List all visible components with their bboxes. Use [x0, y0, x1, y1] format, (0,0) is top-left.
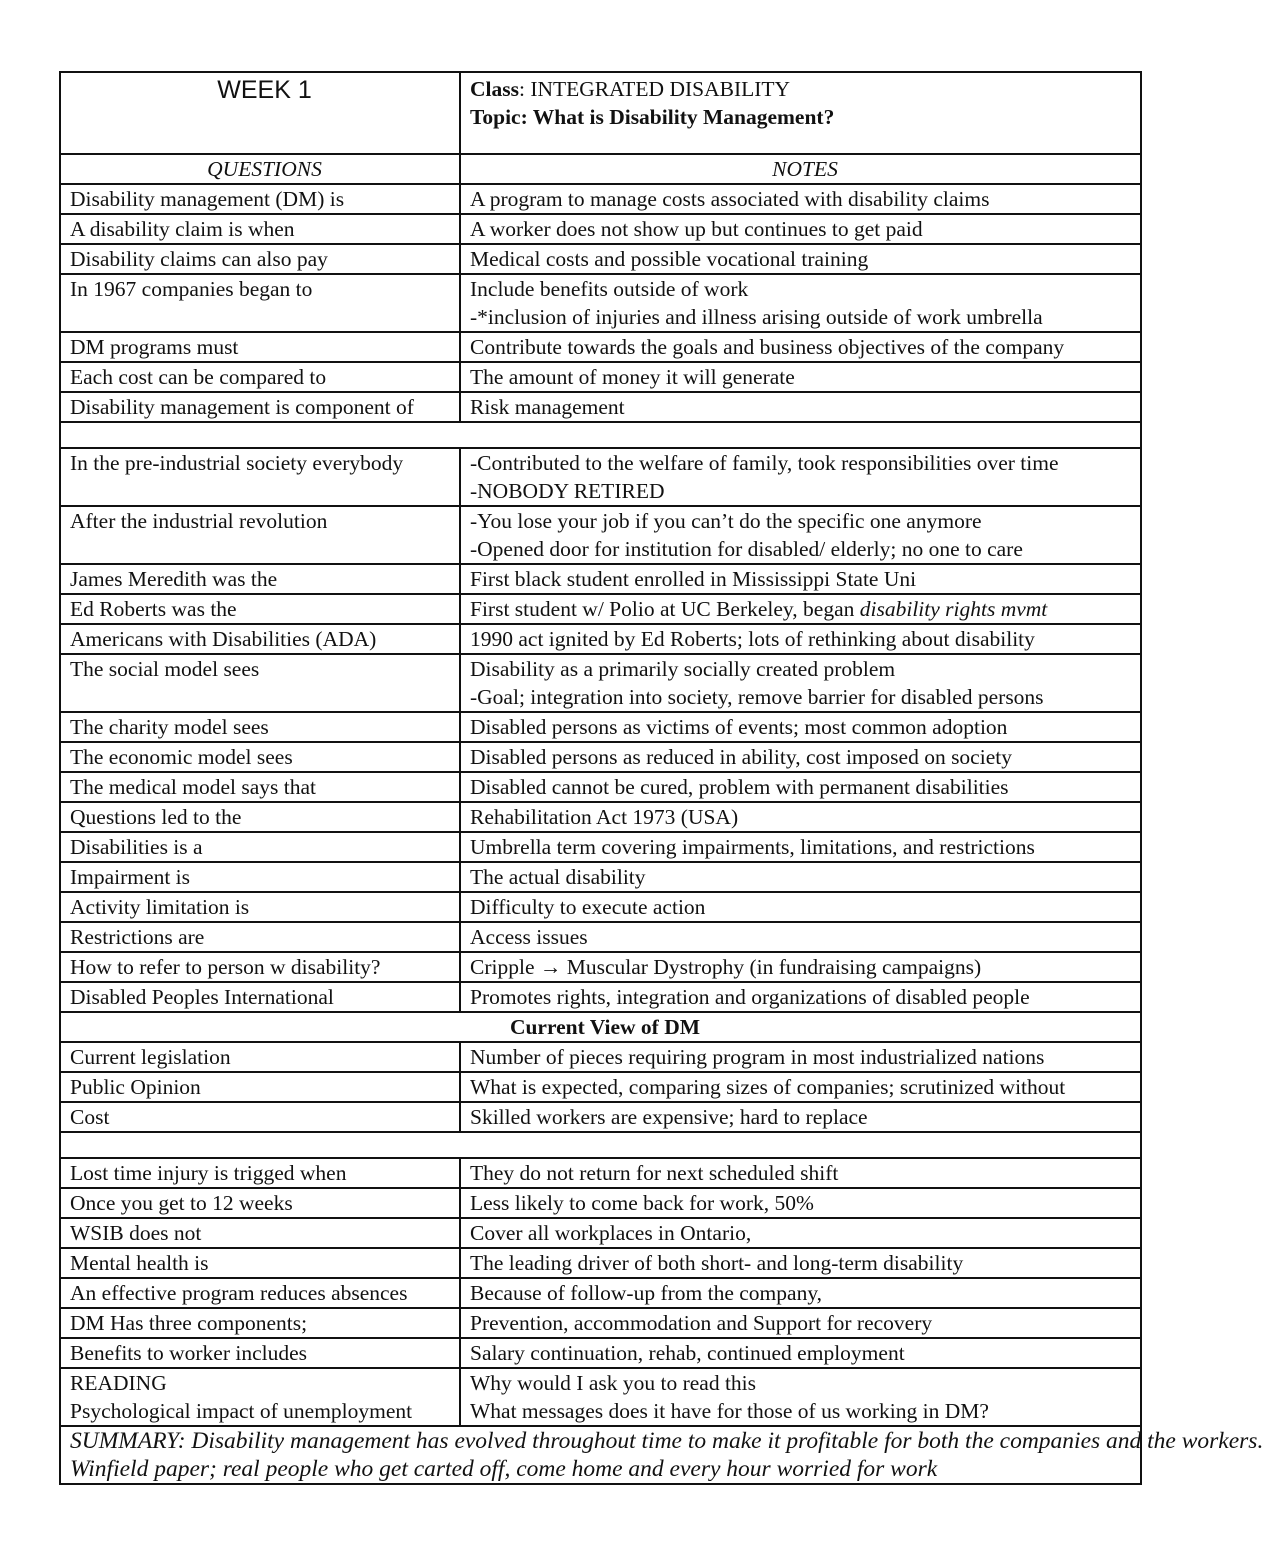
notes-line: Contribute towards the goals and business objectives of the company: [470, 335, 1065, 359]
notes-cell: [460, 594, 1141, 624]
question-cell: [60, 654, 460, 712]
question-line: Disability management is component of: [70, 395, 414, 419]
question-cell: [60, 1158, 460, 1188]
notes-line: The actual disability: [470, 865, 646, 889]
notes-cell: [460, 1158, 1141, 1188]
summary-row: [60, 1426, 1141, 1484]
table-row: [60, 1308, 1141, 1338]
rows-group-e: [60, 1158, 1141, 1426]
notes-line: What messages does it have for those of us working in DM?: [470, 1399, 989, 1423]
table-row: [60, 274, 1141, 332]
table-row: [60, 594, 1141, 624]
notes-cell: [460, 1218, 1141, 1248]
notes-line: Disabled persons as victims of events; most common adoption: [470, 715, 1008, 739]
question-cell: [60, 952, 460, 982]
notes-cell: [460, 922, 1141, 952]
table-row: [60, 862, 1141, 892]
notes-line: Why would I ask you to read this: [470, 1371, 757, 1395]
notes-line: What is expected, comparing sizes of companies; scrutinized without: [470, 1075, 1066, 1099]
class-value: : INTEGRATED DISABILITY: [518, 77, 791, 101]
class-label: Class: [470, 77, 519, 101]
rows-group-d: [60, 1042, 1141, 1132]
blank-row: [60, 1132, 1141, 1158]
summary-cell: [60, 1426, 1263, 1484]
notes-cell: [460, 1248, 1141, 1278]
table-row: [60, 1368, 1141, 1426]
table-row: [60, 1158, 1141, 1188]
notes-cell: [460, 392, 1141, 422]
notes-cell: [460, 1102, 1141, 1132]
question-cell: [60, 564, 460, 594]
table-row: [60, 184, 1141, 214]
table-row: [60, 214, 1141, 244]
notes-line: Medical costs and possible vocational training: [470, 247, 869, 271]
notes-line: Less likely to come back for work, 50%: [470, 1191, 814, 1215]
notes-line: -NOBODY RETIRED: [470, 479, 665, 503]
question-line: Disability management (DM) is: [70, 187, 345, 211]
notes-header: NOTES: [460, 154, 1141, 184]
question-line: Benefits to worker includes: [70, 1341, 308, 1365]
question-line: James Meredith was the: [70, 567, 278, 591]
question-line: After the industrial revolution: [70, 509, 328, 533]
question-line: Questions led to the: [70, 805, 242, 829]
notes-cell: [460, 892, 1141, 922]
table-row: [60, 832, 1141, 862]
table-row: [60, 564, 1141, 594]
question-line: How to refer to person w disability?: [70, 955, 381, 979]
table-row: [60, 332, 1141, 362]
question-cell: [60, 624, 460, 654]
notes-line: Include benefits outside of work: [470, 277, 749, 301]
table-row: [60, 448, 1141, 506]
notes-line: Number of pieces requiring program in most industrialized nations: [470, 1045, 1045, 1069]
notes-line: Access issues: [470, 925, 588, 949]
question-cell: Ed Roberts was the: [60, 594, 460, 624]
column-header-row: [60, 154, 1141, 184]
table-row: [60, 982, 1141, 1012]
notes-cell: [460, 712, 1141, 742]
notes-cell: [460, 1188, 1141, 1218]
question-cell: [60, 802, 460, 832]
question-line: Mental health is: [70, 1251, 209, 1275]
summary-text: SUMMARY: Disability management has evolved throughout time to make it profitable for both the companies and the workers.: [70, 1428, 1263, 1454]
table-row: [60, 1278, 1141, 1308]
notes-text: First student w/ Polio at UC Berkeley, began: [470, 597, 860, 621]
notes-line: Rehabilitation Act 1973 (USA): [470, 805, 739, 829]
table-row: [60, 1338, 1141, 1368]
header-row: [60, 72, 1141, 154]
question-line: Public Opinion: [70, 1075, 201, 1099]
question-line: DM Has three components;: [70, 1311, 308, 1335]
notes-cell: [460, 1042, 1141, 1072]
question-line: The charity model sees: [70, 715, 269, 739]
question-line: Impairment is: [70, 865, 191, 889]
notes-cell: [460, 448, 1141, 506]
question-line: Activity limitation is: [70, 895, 250, 919]
table-row: [60, 922, 1141, 952]
table-row: [60, 392, 1141, 422]
class-line: [470, 75, 1140, 103]
notes-line: Risk management: [470, 395, 625, 419]
question-line: An effective program reduces absences: [70, 1281, 408, 1305]
question-line: Each cost can be compared to: [70, 365, 327, 389]
question-cell: [60, 1368, 460, 1426]
table-row: [60, 1072, 1141, 1102]
notes-line: 1990 act ignited by Ed Roberts; lots of rethinking about disability: [470, 627, 1035, 651]
notes-line: -Goal; integration into society, remove barrier for disabled persons: [470, 685, 1044, 709]
notes-cell: [460, 1072, 1141, 1102]
question-cell: [60, 1308, 460, 1338]
notes-cell: [460, 1308, 1141, 1338]
notes-italic-text: disability rights mvmt: [859, 597, 1048, 621]
question-line: WSIB does not: [70, 1221, 202, 1245]
table-row: [60, 1248, 1141, 1278]
notes-line: Prevention, accommodation and Support for recovery: [470, 1311, 933, 1335]
question-cell: [60, 1102, 460, 1132]
notes-line: Cripple → Muscular Dystrophy (in fundraising campaigns): [470, 955, 982, 979]
notes-line: Disabled persons as reduced in ability, cost imposed on society: [470, 745, 1012, 769]
question-cell: [60, 1218, 460, 1248]
notes-line: Cover all workplaces in Ontario,: [470, 1221, 752, 1245]
notes-cell: [460, 952, 1141, 982]
notes-line: Umbrella term covering impairments, limitations, and restrictions: [470, 835, 1035, 859]
question-cell: [60, 506, 460, 564]
notes-line: -You lose your job if you can’t do the specific one anymore: [470, 509, 982, 533]
question-line: Americans with Disabilities (ADA): [70, 627, 377, 651]
question-cell: [60, 392, 460, 422]
notes-line: They do not return for next scheduled shift: [470, 1161, 839, 1185]
notes-cell: [460, 1278, 1141, 1308]
questions-header: QUESTIONS: [60, 154, 460, 184]
question-cell: [60, 892, 460, 922]
notes-line: Disability as a primarily socially created problem: [470, 657, 896, 681]
rows-group-b: [60, 448, 1141, 594]
table-row: [60, 1042, 1141, 1072]
notes-line: Skilled workers are expensive; hard to replace: [470, 1105, 868, 1129]
table-row: [60, 244, 1141, 274]
question-cell: [60, 742, 460, 772]
question-cell: [60, 982, 460, 1012]
question-line: Cost: [70, 1105, 110, 1129]
table-row: [60, 772, 1141, 802]
section-row: [60, 1012, 1141, 1042]
question-line: Lost time injury is trigged when: [70, 1161, 347, 1185]
question-line: In 1967 companies began to: [70, 277, 313, 301]
notes-line: -*inclusion of injuries and illness arising outside of work umbrella: [470, 305, 1043, 329]
question-line: Once you get to 12 weeks: [70, 1191, 293, 1215]
summary-winfield-text: Winfield paper; real people who get carted off, come home and every hour worried for work: [70, 1456, 938, 1482]
notes-line: -Contributed to the welfare of family, took responsibilities over time: [470, 451, 1059, 475]
notes-line: The leading driver of both short- and long-term disability: [470, 1251, 964, 1275]
question-cell: [60, 214, 460, 244]
notes-cell: [460, 214, 1141, 244]
table-row: [60, 742, 1141, 772]
blank-cell: [60, 1132, 1141, 1158]
question-cell: [60, 184, 460, 214]
table-row: [60, 712, 1141, 742]
question-line: Disabilities is a: [70, 835, 203, 859]
question-cell: [60, 448, 460, 506]
table-row: [60, 1188, 1141, 1218]
notes-cell: [460, 244, 1141, 274]
table-row: [60, 624, 1141, 654]
notes-line: Salary continuation, rehab, continued employment: [470, 1341, 905, 1365]
question-line: The medical model says that: [70, 775, 316, 799]
question-cell: [60, 332, 460, 362]
notes-cell: [460, 274, 1141, 332]
question-line: Restrictions are: [70, 925, 205, 949]
notes-cell: [460, 624, 1141, 654]
notes-line: The amount of money it will generate: [470, 365, 795, 389]
rows-group-c: [60, 624, 1141, 1012]
question-line: In the pre-industrial society everybody: [70, 451, 404, 475]
question-cell: [60, 244, 460, 274]
notes-cell: [460, 832, 1141, 862]
question-line: Disability claims can also pay: [70, 247, 328, 271]
table-row: [60, 892, 1141, 922]
notes-cell: [460, 1368, 1141, 1426]
question-line: Current legislation: [70, 1045, 231, 1069]
notes-cell: [460, 506, 1141, 564]
question-cell: [60, 1248, 460, 1278]
class-topic-cell: [460, 72, 1141, 154]
table-row: [60, 1102, 1141, 1132]
notes-line: Difficulty to execute action: [470, 895, 706, 919]
question-cell: [60, 362, 460, 392]
question-cell: [60, 1188, 460, 1218]
question-cell: [60, 712, 460, 742]
question-cell: [60, 1072, 460, 1102]
question-cell: [60, 1338, 460, 1368]
question-cell: [60, 274, 460, 332]
question-cell: [60, 922, 460, 952]
notes-cell: [460, 982, 1141, 1012]
question-cell: [60, 832, 460, 862]
topic-line: Topic: What is Disability Management?: [470, 105, 835, 129]
notes-cell: [460, 772, 1141, 802]
question-line: The social model sees: [70, 657, 260, 681]
blank-cell: [60, 422, 1141, 448]
table-row: [60, 362, 1141, 392]
question-cell: [60, 1278, 460, 1308]
question-line: DM programs must: [70, 335, 239, 359]
notes-line: First black student enrolled in Mississippi State Uni: [470, 567, 917, 591]
notes-line: A program to manage costs associated with disability claims: [470, 187, 990, 211]
table-row: [60, 1218, 1141, 1248]
question-line: Psychological impact of unemployment: [70, 1399, 413, 1423]
notes-cell: [460, 1338, 1141, 1368]
blank-row: [60, 422, 1141, 448]
question-line: The economic model sees: [70, 745, 293, 769]
notes-table: [59, 71, 1263, 1485]
section-title: Current View of DM: [60, 1012, 1141, 1042]
notes-cell: [460, 184, 1141, 214]
question-cell: [60, 772, 460, 802]
question-cell: [60, 862, 460, 892]
week-label: WEEK 1: [60, 72, 460, 154]
notes-cell: [460, 802, 1141, 832]
notes-cell: [460, 654, 1141, 712]
question-line: Disabled Peoples International: [70, 985, 334, 1009]
notes-line: Disabled cannot be cured, problem with permanent disabilities: [470, 775, 1009, 799]
table-row: [60, 802, 1141, 832]
notes-line: Promotes rights, integration and organizations of disabled people: [470, 985, 1030, 1009]
rows-group-a: [60, 184, 1141, 422]
notes-line: Because of follow-up from the company,: [470, 1281, 823, 1305]
question-line: READING: [70, 1371, 167, 1395]
question-line: A disability claim is when: [70, 217, 295, 241]
question-cell: [60, 1042, 460, 1072]
notes-cell: [460, 332, 1141, 362]
notes-cell: [460, 742, 1141, 772]
notes-cell: [460, 564, 1141, 594]
table-row: [60, 952, 1141, 982]
notes-cell: [460, 862, 1141, 892]
notes-line: A worker does not show up but continues to get paid: [470, 217, 923, 241]
notes-line: -Opened door for institution for disabled/ elderly; no one to care: [470, 537, 1023, 561]
table-row: [60, 506, 1141, 564]
table-row: [60, 654, 1141, 712]
notes-cell: [460, 362, 1141, 392]
